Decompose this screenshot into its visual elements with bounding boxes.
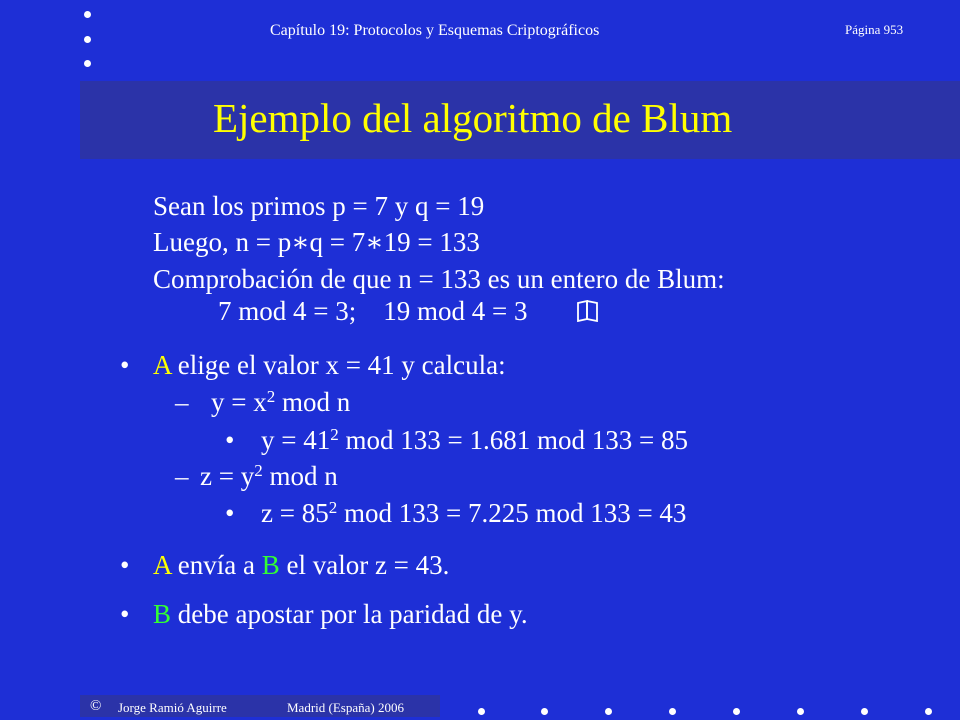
formula-exponent: 2 [254, 461, 263, 480]
decor-dot [84, 36, 91, 43]
decor-dot [541, 708, 548, 715]
decor-dot [733, 708, 740, 715]
sub-dash: – [175, 387, 189, 417]
formula-base: y = x [211, 387, 267, 417]
decor-dot [84, 60, 91, 67]
bullet-a-chooses [153, 352, 506, 379]
sub-y-value [261, 427, 688, 454]
decor-dot [84, 11, 91, 18]
formula-base: z = 85 [261, 498, 329, 528]
bullet-marker: • [120, 550, 130, 580]
slide-title: Ejemplo del algoritmo de Blum [213, 95, 733, 141]
formula-exponent: 2 [330, 425, 339, 444]
bullet-a-sends [153, 552, 449, 579]
bullet-text: envía a [171, 550, 262, 580]
bullet-marker: • [120, 599, 130, 629]
decor-dot [925, 708, 932, 715]
formula-exponent: 2 [328, 498, 338, 517]
bullet-text: el valor z = 43. [279, 550, 450, 580]
intro-check: Comprobación de que n = 133 es un entero de Blum: [153, 264, 725, 294]
formula-base: z = y [200, 461, 255, 491]
bullet-text: debe apostar por la paridad de y. [171, 599, 528, 629]
sub-y-formula [211, 389, 350, 416]
footer-place: Madrid (España) 2006 [287, 700, 404, 715]
formula-exponent: 2 [266, 387, 276, 406]
actor-b: B [153, 599, 172, 629]
page-number: Página 953 [845, 22, 904, 37]
sub-z-value [261, 500, 686, 527]
intro-primes: Sean los primos p = 7 y q = 19 [153, 191, 485, 221]
sub-dot: • [225, 498, 235, 528]
actor-b: B [261, 550, 280, 580]
mod-check-text: 7 mod 4 = 3; 19 mod 4 = 3 [218, 296, 528, 326]
decor-dot [861, 708, 868, 715]
actor-a: A [153, 550, 172, 580]
formula-rest: mod n [262, 461, 338, 491]
intro-modulus: Luego, n = p∗q = 7∗19 = 133 [153, 227, 480, 257]
formula-rest: mod 133 = 7.225 mod 133 = 43 [337, 498, 687, 528]
sub-z-formula [200, 463, 338, 490]
sub-dash: – [175, 461, 189, 491]
bullet-text: elige el valor x = 41 y calcula: [171, 350, 506, 380]
decor-dot [797, 708, 804, 715]
decor-dot [605, 708, 612, 715]
bullet-b-bets [153, 601, 528, 628]
decor-dot [669, 708, 676, 715]
chapter-header: Capítulo 19: Protocolos y Esquemas Criptográficos [270, 22, 600, 39]
sub-dot: • [225, 425, 235, 455]
decor-dot [478, 708, 485, 715]
actor-a: A [153, 350, 172, 380]
copyright-symbol: © [90, 698, 102, 714]
book-icon [576, 296, 600, 326]
formula-rest: mod 133 = 1.681 mod 133 = 85 [338, 425, 688, 455]
intro-mod-check [218, 298, 600, 325]
formula-rest: mod n [275, 387, 351, 417]
formula-base: y = 41 [261, 425, 331, 455]
bullet-marker: • [120, 350, 130, 380]
footer-author: Jorge Ramió Aguirre [118, 700, 227, 715]
